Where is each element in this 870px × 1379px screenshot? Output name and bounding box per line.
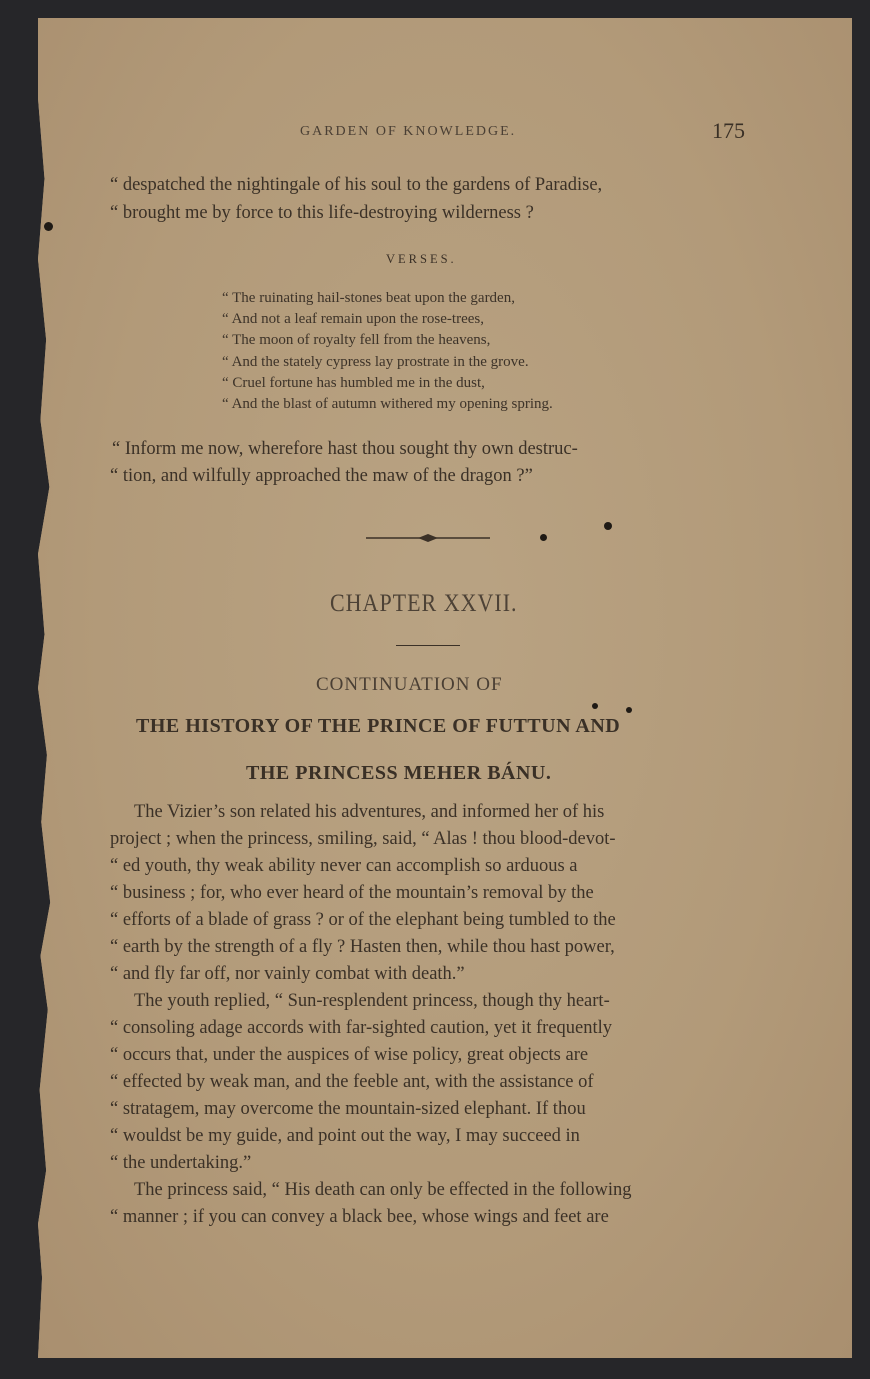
verse-line: “ Cruel fortune has humbled me in the dust,: [222, 375, 485, 391]
text-line: “ despatched the nightingale of his soul to the gardens of Paradise,: [110, 175, 603, 195]
chapter-title-line-2: THE PRINCESS MEHER BÁNU.: [246, 762, 552, 784]
body-line: “ the undertaking.”: [110, 1153, 252, 1173]
text-line: “ Inform me now, wherefore hast thou sought thy own destruc-: [112, 439, 578, 459]
body-line: project ; when the princess, smiling, said, “ Alas ! thou blood-devot-: [110, 829, 616, 849]
verse-line: “ And the blast of autumn withered my opening spring.: [222, 396, 553, 412]
verse-line: “ And not a leaf remain upon the rose-trees,: [222, 311, 484, 327]
body-line: “ manner ; if you can convey a black bee, whose wings and feet are: [110, 1207, 609, 1227]
body-line: “ and fly far off, nor vainly combat with death.”: [110, 964, 465, 984]
verse-line: “ The moon of royalty fell from the heavens,: [222, 332, 491, 348]
verses-heading: VERSES.: [386, 252, 457, 266]
ink-spot: [44, 222, 53, 231]
ink-spot: [540, 534, 547, 541]
ornament-divider: [366, 531, 490, 545]
chapter-rule: [396, 645, 460, 646]
body-line: “ occurs that, under the auspices of wise policy, great objects are: [110, 1045, 589, 1065]
body-line: “ efforts of a blade of grass ? or of the elephant being tumbled to the: [110, 910, 616, 930]
body-line: “ earth by the strength of a fly ? Hasten then, while thou hast power,: [110, 937, 615, 957]
body-line: “ business ; for, who ever heard of the mountain’s removal by the: [110, 883, 594, 903]
chapter-title-line-1: THE HISTORY OF THE PRINCE OF FUTTUN AND: [136, 715, 621, 737]
chapter-number: CHAPTER XXVII.: [330, 588, 518, 617]
page-number: 175: [712, 118, 745, 143]
running-title: GARDEN OF KNOWLEDGE.: [300, 124, 517, 139]
ink-spot: [592, 703, 598, 709]
ink-spot: [626, 707, 632, 713]
text-line: “ tion, and wilfully approached the maw of the dragon ?”: [110, 466, 533, 486]
body-line: “ ed youth, thy weak ability never can accomplish so arduous a: [110, 856, 578, 876]
verse-line: “ And the stately cypress lay prostrate in the grove.: [222, 354, 529, 370]
continuation-heading: CONTINUATION OF: [316, 674, 503, 695]
body-line: “ stratagem, may overcome the mountain-sized elephant. If thou: [110, 1099, 586, 1119]
body-line: The Vizier’s son related his adventures, and informed her of his: [134, 802, 605, 822]
body-line: “ wouldst be my guide, and point out the way, I may succeed in: [110, 1126, 580, 1146]
body-line: The youth replied, “ Sun-resplendent princess, though thy heart-: [134, 991, 610, 1011]
body-line: “ effected by weak man, and the feeble ant, with the assistance of: [110, 1072, 594, 1092]
ink-spot: [604, 522, 612, 530]
text-line: “ brought me by force to this life-destroying wilderness ?: [110, 203, 534, 223]
body-line: “ consoling adage accords with far-sighted caution, yet it frequently: [110, 1018, 613, 1038]
verse-line: “ The ruinating hail-stones beat upon the garden,: [222, 290, 515, 306]
body-line: The princess said, “ His death can only be effected in the following: [134, 1180, 632, 1200]
